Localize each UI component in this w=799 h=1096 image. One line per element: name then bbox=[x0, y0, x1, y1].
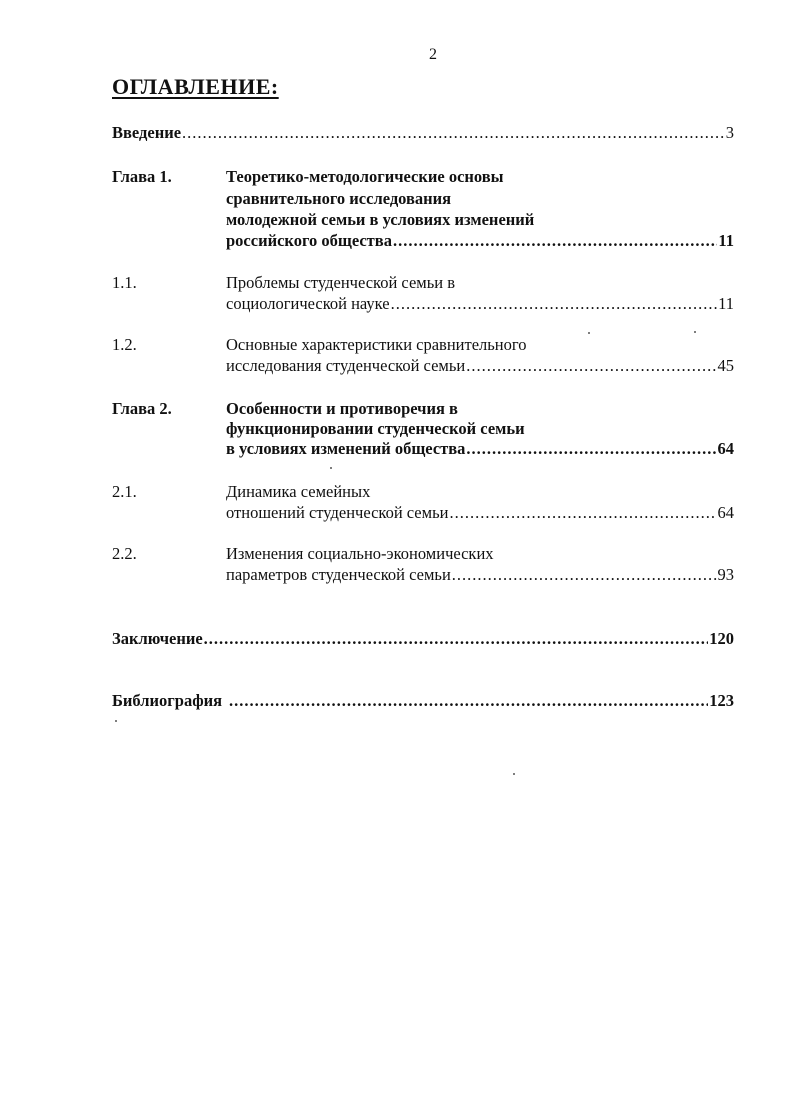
toc-entry-page: 120 bbox=[709, 629, 734, 648]
toc-entry-label: исследования студенческой семьи bbox=[226, 356, 466, 375]
section-title-line: Проблемы студенческой семьи в bbox=[226, 273, 455, 292]
dot-leader bbox=[452, 564, 717, 585]
dot-leader bbox=[466, 438, 716, 459]
toc-entry-page: 93 bbox=[717, 565, 734, 584]
page-number: 2 bbox=[429, 46, 437, 63]
section-number: 1.2. bbox=[112, 335, 137, 354]
scan-speck bbox=[513, 773, 515, 775]
dot-leader bbox=[182, 122, 725, 143]
section-title-line: Изменения социально-экономических bbox=[226, 544, 494, 563]
section-number: 2.1. bbox=[112, 482, 137, 501]
toc-entry-label: в условиях изменений общества bbox=[226, 439, 466, 458]
toc-entry-section-1-1[interactable] bbox=[226, 293, 734, 314]
chapter-title-line: Теоретико-методологические основы bbox=[226, 167, 504, 186]
chapter-number: Глава 2. bbox=[112, 399, 172, 418]
chapter-title-line: молодежной семьи в условиях изменений bbox=[226, 210, 535, 229]
toc-entry-label: социологической науке bbox=[226, 294, 390, 313]
scan-speck bbox=[588, 332, 590, 334]
scan-speck bbox=[694, 331, 696, 333]
toc-entry-section-2-2[interactable] bbox=[226, 564, 734, 585]
dot-leader bbox=[393, 230, 717, 251]
toc-title: ОГЛАВЛЕНИЕ: bbox=[112, 74, 279, 99]
toc-entry-section-2-1[interactable] bbox=[226, 502, 734, 523]
toc-entry-page: 123 bbox=[709, 691, 734, 710]
dot-leader bbox=[391, 293, 718, 314]
toc-entry-page: 11 bbox=[718, 231, 734, 250]
toc-entry-page: 64 bbox=[717, 439, 734, 458]
toc-entry-page: 3 bbox=[725, 123, 734, 142]
toc-entry-intro[interactable] bbox=[112, 122, 734, 143]
toc-entry-label: отношений студенческой семьи bbox=[226, 503, 449, 522]
toc-entry-label: параметров студенческой семьи bbox=[226, 565, 451, 584]
chapter-title-line: Особенности и противоречия в bbox=[226, 399, 458, 418]
toc-entry-label: российского общества bbox=[226, 231, 392, 250]
toc-entry-chapter-2[interactable] bbox=[226, 438, 734, 459]
scan-speck bbox=[330, 467, 332, 469]
scan-speck bbox=[115, 720, 117, 722]
dot-leader bbox=[466, 355, 716, 376]
chapter-title-line: функционировании студенческой семьи bbox=[226, 419, 525, 438]
dot-leader bbox=[229, 690, 708, 711]
section-title-line: Основные характеристики сравнительного bbox=[226, 335, 527, 354]
toc-entry-label: Введение bbox=[112, 123, 182, 142]
section-title-line: Динамика семейных bbox=[226, 482, 371, 501]
chapter-number: Глава 1. bbox=[112, 167, 172, 186]
toc-entry-page: 64 bbox=[717, 503, 734, 522]
dot-leader bbox=[449, 502, 716, 523]
dot-leader bbox=[204, 628, 709, 649]
toc-entry-page: 11 bbox=[718, 294, 734, 313]
toc-entry-section-1-2[interactable] bbox=[226, 355, 734, 376]
toc-entry-conclusion[interactable] bbox=[112, 628, 734, 649]
section-number: 2.2. bbox=[112, 544, 137, 563]
chapter-title-line: сравнительного исследования bbox=[226, 189, 452, 208]
toc-entry-label: Заключение bbox=[112, 629, 203, 648]
toc-entry-page: 45 bbox=[717, 356, 734, 375]
toc-entry-chapter-1[interactable] bbox=[226, 230, 734, 251]
toc-entry-label: Библиография bbox=[112, 691, 223, 710]
toc-entry-bibliography[interactable] bbox=[112, 690, 734, 711]
section-number: 1.1. bbox=[112, 273, 137, 292]
